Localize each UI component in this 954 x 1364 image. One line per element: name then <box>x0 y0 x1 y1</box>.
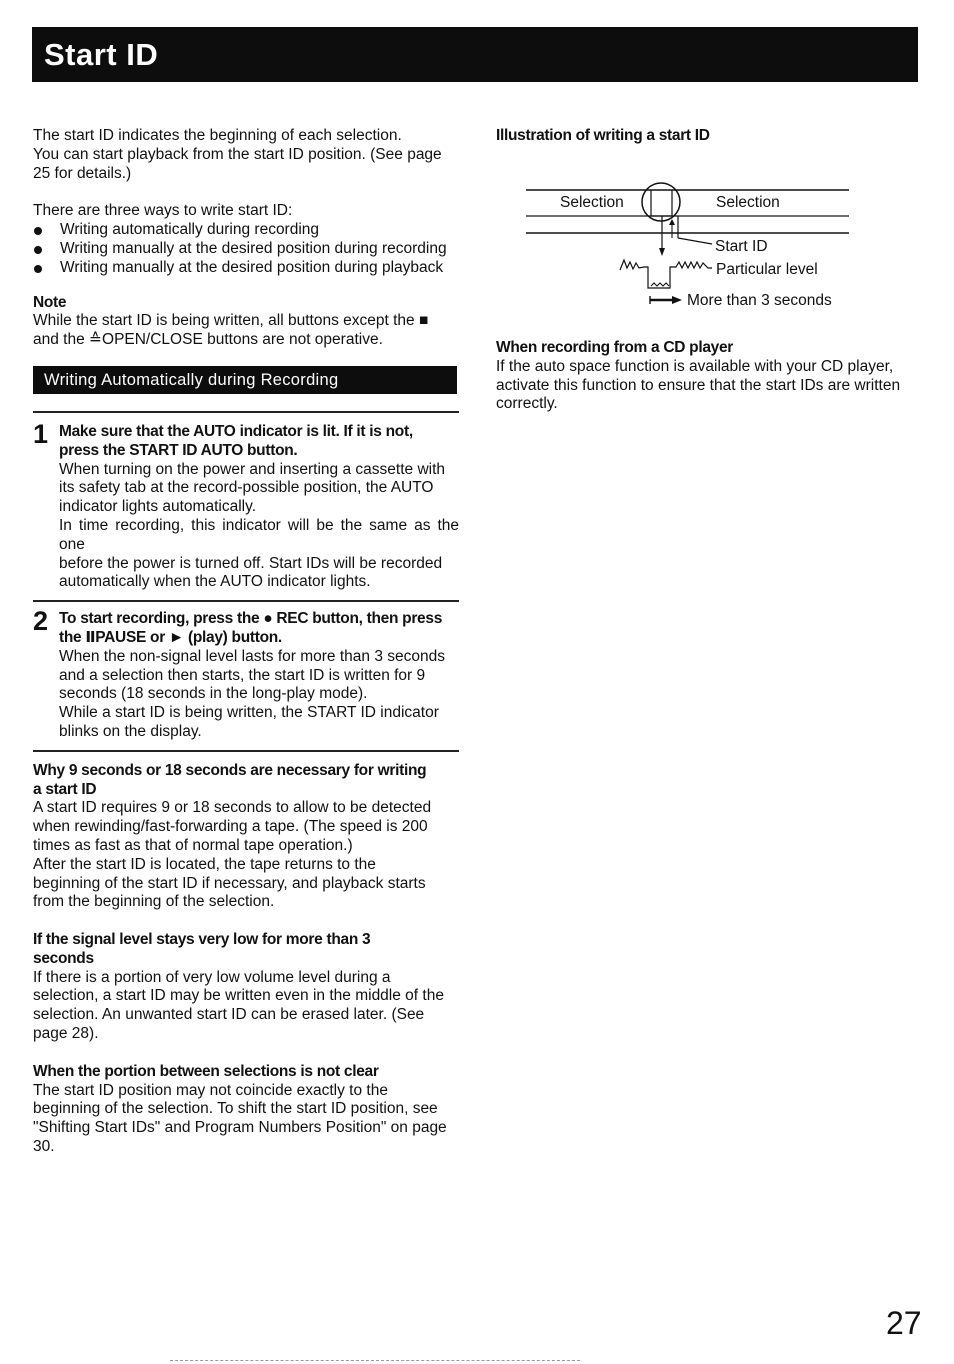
step-heading: To start recording, press the ● REC button, then press <box>59 610 443 628</box>
divider <box>170 1360 580 1361</box>
unclear-title: When the portion between selections is not clear <box>33 1062 379 1080</box>
selection-right-label: Selection <box>716 194 780 211</box>
step-text: indicator lights automatically. <box>59 498 256 516</box>
start-id-label: Start ID <box>715 238 768 255</box>
cd-text: activate this function to ensure that the start IDs are written <box>496 376 901 394</box>
step-2 <box>33 606 459 742</box>
right-column <box>496 127 916 146</box>
low-signal-text: selection. An unwanted start ID can be erased later. (See <box>33 1006 425 1024</box>
intro-line: 25 for details.) <box>33 164 132 182</box>
why-text: After the start ID is located, the tape returns to the <box>33 855 376 873</box>
intro-line: You can start playback from the start ID position. (See page <box>33 145 442 163</box>
step-heading: the ⅡPAUSE or ► (play) button. <box>59 628 282 646</box>
cd-text: correctly. <box>496 395 558 413</box>
list-item-text: Writing automatically during recording <box>60 221 320 239</box>
low-signal-title: seconds <box>33 949 94 967</box>
why-text: when rewinding/fast-forwarding a tape. (The speed is 200 <box>33 818 428 836</box>
particular-level-label: Particular level <box>716 261 818 278</box>
list-item <box>33 221 459 240</box>
start-id-diagram <box>496 178 916 318</box>
page-number: 27 <box>886 1305 922 1341</box>
list-item-text: Writing manually at the desired position during recording <box>60 239 447 257</box>
step-text: When turning on the power and inserting a cassette with <box>59 460 446 478</box>
step-text: blinks on the display. <box>59 722 202 740</box>
ways-list <box>33 221 459 277</box>
note-line: and the ≙OPEN/CLOSE buttons are not operative. <box>33 331 383 349</box>
unclear-text: The start ID position may not coincide exactly to the <box>33 1081 388 1099</box>
low-signal-text: selection, a start ID may be written even in the middle of the <box>33 987 444 1005</box>
unclear-text: 30. <box>33 1138 55 1156</box>
unclear-text: "Shifting Start IDs" and Program Numbers Position" on page <box>33 1119 447 1137</box>
step-1 <box>33 418 459 592</box>
cd-title: When recording from a CD player <box>496 339 734 356</box>
more-than-label: More than 3 seconds <box>687 292 832 309</box>
selection-left-label: Selection <box>560 194 624 211</box>
step-heading: press the START ID AUTO button. <box>59 441 298 459</box>
why-title: Why 9 seconds or 18 seconds are necessary for writing <box>33 761 427 779</box>
step-number: 1 <box>33 418 49 449</box>
note-title: Note <box>33 293 67 311</box>
list-item <box>33 259 459 278</box>
why-text: times as fast as that of normal tape operation.) <box>33 836 353 854</box>
step-number: 2 <box>33 606 49 637</box>
why-text: from the beginning of the selection. <box>33 893 275 911</box>
note-line: While the start ID is being written, all buttons except the ■ <box>33 312 429 330</box>
step-text: and a selection then starts, the start ID is written for 9 <box>59 666 426 684</box>
step-text: In time recording, this indicator will be the same as the one <box>59 516 459 553</box>
ways-intro: There are three ways to write start ID: <box>33 202 293 220</box>
step-text: automatically when the AUTO indicator lights. <box>59 573 371 591</box>
why-title: a start ID <box>33 780 97 798</box>
list-item-text: Writing manually at the desired position during playback <box>60 258 444 276</box>
step-text: While a start ID is being written, the START ID indicator <box>59 704 439 722</box>
low-signal-text: If there is a portion of very low volume level during a <box>33 968 391 986</box>
intro-line: The start ID indicates the beginning of each selection. <box>33 127 402 144</box>
cd-section <box>496 339 916 414</box>
list-item <box>33 240 459 259</box>
bullet-icon <box>34 265 42 273</box>
step-heading: Make sure that the AUTO indicator is lit. If it is not, <box>59 422 413 440</box>
low-signal-title: If the signal level stays very low for more than 3 <box>33 931 371 949</box>
low-signal-text: page 28). <box>33 1025 99 1043</box>
step-text: seconds (18 seconds in the long-play mode). <box>59 685 368 703</box>
bullet-icon <box>34 227 42 235</box>
step-text: When the non-signal level lasts for more than 3 seconds <box>59 647 445 665</box>
page-title-bar <box>32 27 918 82</box>
cd-text: If the auto space function is available with your CD player, <box>496 357 894 375</box>
bullet-icon <box>34 246 42 254</box>
section-title: Writing Automatically during Recording <box>33 366 457 394</box>
why-text: beginning of the start ID if necessary, and playback starts <box>33 874 426 892</box>
unclear-text: beginning of the selection. To shift the start ID position, see <box>33 1100 438 1118</box>
page-title: Start ID <box>44 37 159 72</box>
illustration-title: Illustration of writing a start ID <box>496 127 710 144</box>
step-text: its safety tab at the record-possible position, the AUTO <box>59 479 434 497</box>
step-text: before the power is turned off. Start IDs will be recorded <box>59 554 443 572</box>
left-column <box>33 127 459 1157</box>
why-text: A start ID requires 9 or 18 seconds to allow to be detected <box>33 799 432 817</box>
